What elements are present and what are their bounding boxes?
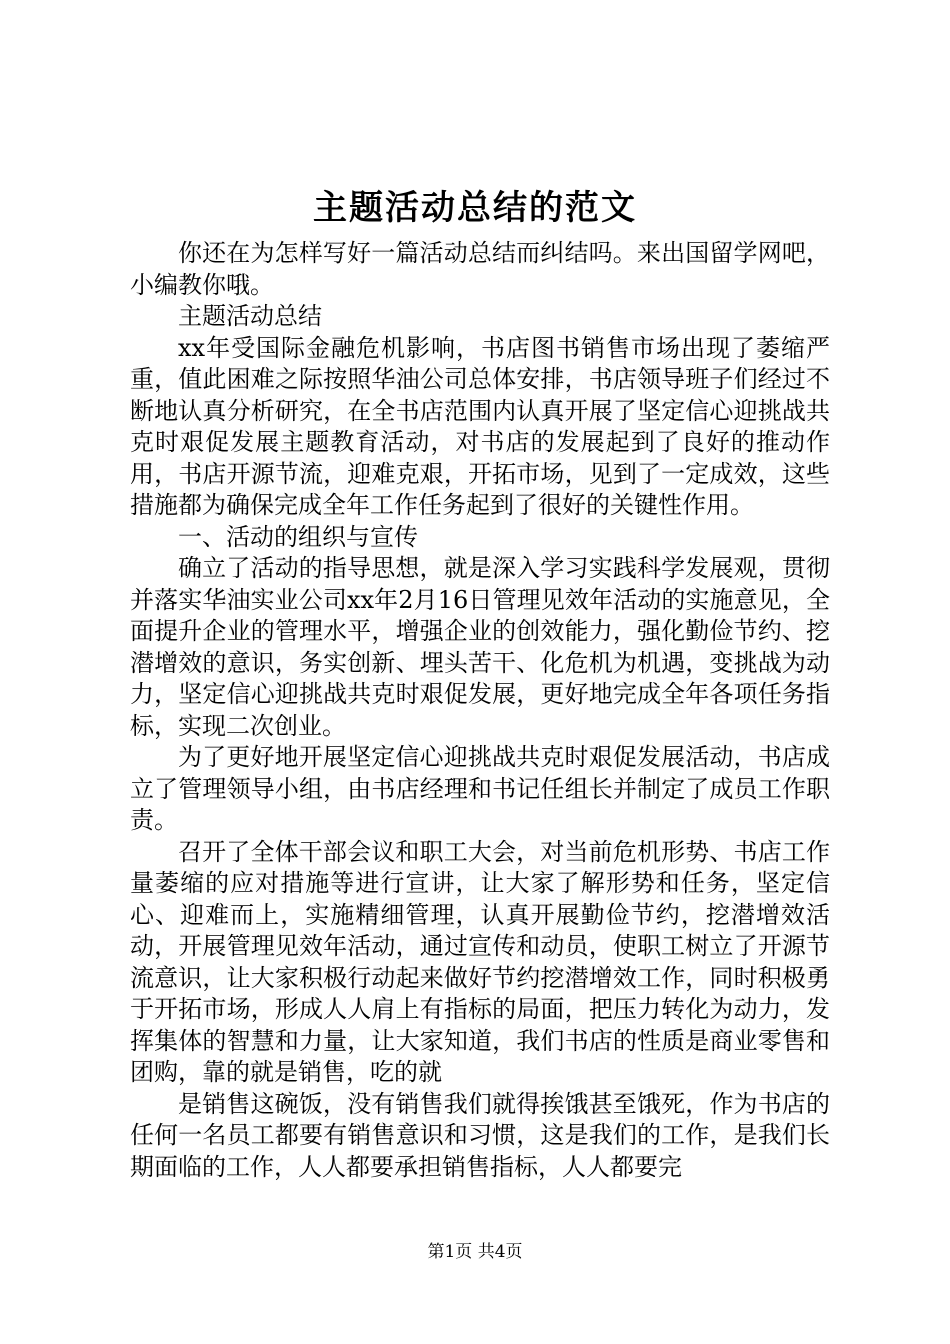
document-body [130, 238, 830, 1183]
paragraph-background: xx年受国际金融危机影响，书店图书销售市场出现了萎缩严重，值此困难之际按照华油公司总体安排，书店领导班子们经过不断地认真分析研究，在全书店范围内认真开展了坚定信心迎挑战共克时艰促发展主题教育活动，对书店的发展起到了良好的推动作用，书店开源节流，迎难克艰，开拓市场，见到了一定成效，这些措施都为确保完成全年工作任务起到了很好的关键性作用。 [130, 333, 830, 519]
paragraph-intro: 你还在为怎样写好一篇活动总结而纠结吗。来出国留学网吧，小编教你哦。 [130, 239, 830, 299]
paragraph-subtitle: 主题活动总结 [178, 302, 322, 330]
paragraph-staff-meeting: 召开了全体干部会议和职工大会，对当前危机形势、书店工作量萎缩的应对措施等进行宣讲，让大家了解形势和任务，坚定信心、迎难而上，实施精细管理，认真开展勤俭节约，挖潜增效活动，开展管理见效年活动，通过宣传和动员，使职工树立了开源节流意识，让大家积极行动起来做好节约挖潜增效工作，同时积极勇于开拓市场，形成人人肩上有指标的局面，把压力转化为动力，发挥集体的智慧和力量，让大家知道，我们书店的性质是商业零售和团购，靠的就是销售，吃的就 [130, 837, 830, 1086]
document-title: 主题活动总结的范文 [313, 188, 637, 228]
paragraph-guiding-idea: 确立了活动的指导思想，就是深入学习实践科学发展观，贯彻并落实华油实业公司xx年2月16日管理见效年活动的实施意见，全面提升企业的管理水平，增强企业的创效能力，强化勤俭节约、挖潜增效的意识，务实创新、埋头苦干、化危机为机遇，变挑战为动力，坚定信心迎挑战共克时艰促发展，更好地完成全年各项任务指标，实现二次创业。 [130, 554, 830, 740]
paragraph-leadership-group: 为了更好地开展坚定信心迎挑战共克时艰促发展活动，书店成立了管理领导小组，由书店经理和书记任组长并制定了成员工作职责。 [130, 743, 830, 834]
paragraph-sales-awareness: 是销售这碗饭，没有销售我们就得挨饿甚至饿死，作为书店的任何一名员工都要有销售意识和习惯，这是我们的工作，是我们长期面临的工作，人人都要承担销售指标，人人都要完 [130, 1089, 830, 1181]
page-number-footer: 第1页 共4页 [427, 1242, 523, 1262]
section-heading-organization: 一、活动的组织与宣传 [178, 522, 418, 551]
